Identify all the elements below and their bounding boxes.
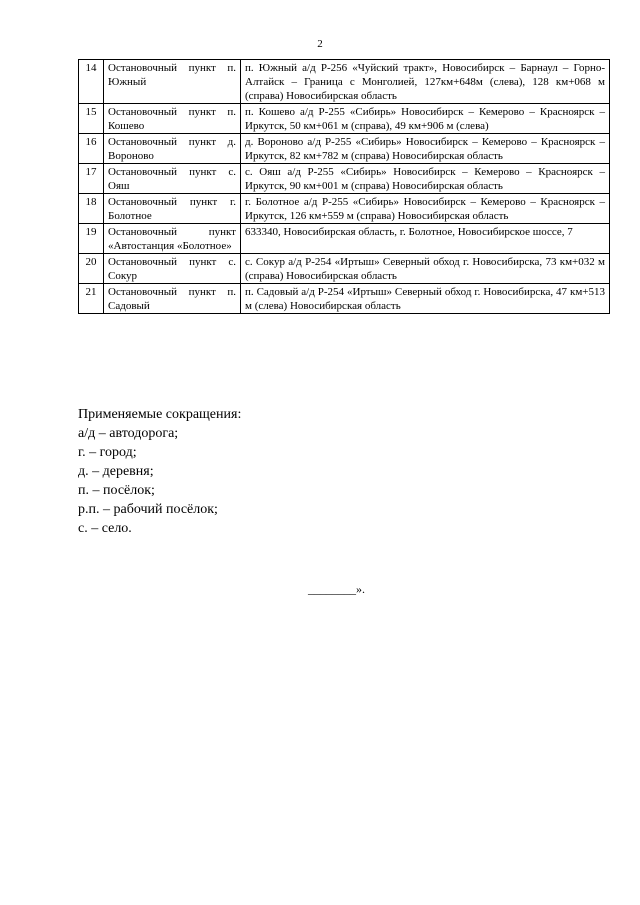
stop-address: 633340, Новосибирская область, г. Болотное, Новосибирское шоссе, 7 [241,224,610,254]
stop-address: г. Болотное а/д Р-255 «Сибирь» Новосибирск – Кемерово – Красноярск – Иркутск, 126 км+559 м (справа) Новосибирская область [241,194,610,224]
table-row [79,284,610,314]
abbreviation-item: р.п. – рабочий посёлок; [78,502,218,517]
stop-name: Остановочный пункт д. Вороново [104,134,241,164]
table-row [79,134,610,164]
stop-name: Остановочный пункт с. Ояш [104,164,241,194]
stop-address: д. Вороново а/д Р-255 «Сибирь» Новосибирск – Кемерово – Красноярск – Иркутск, 82 км+782 м (справа) Новосибирская область [241,134,610,164]
stop-name: Остановочный пункт п. Южный [104,60,241,104]
stop-address: с. Сокур а/д Р-254 «Иртыш» Северный обход г. Новосибирска, 73 км+032 м (справа) Новосибирская область [241,254,610,284]
stop-name: Остановочный пункт «Автостанция «Болотное» [104,224,241,254]
row-number: 20 [79,254,104,284]
table-row [79,194,610,224]
stop-name: Остановочный пункт с. Сокур [104,254,241,284]
abbreviation-item: с. – село. [78,521,132,536]
abbreviation-item: а/д – автодорога; [78,426,179,441]
document-end-mark: ________». [308,582,365,596]
stop-address: с. Ояш а/д Р-255 «Сибирь» Новосибирск – Кемерово – Красноярск – Иркутск, 90 км+001 м (справа) Новосибирская область [241,164,610,194]
page-number: 2 [317,38,323,50]
abbreviations-section [78,405,241,538]
row-number: 21 [79,284,104,314]
stop-name: Остановочный пункт п. Садовый [104,284,241,314]
row-number: 19 [79,224,104,254]
row-number: 15 [79,104,104,134]
abbreviation-item: г. – город; [78,445,137,460]
table-row [79,164,610,194]
table-row [79,60,610,104]
abbreviation-item: д. – деревня; [78,464,154,479]
stop-address: п. Кошево а/д Р-255 «Сибирь» Новосибирск – Кемерово – Красноярск – Иркутск, 50 км+061 м (справа), 49 км+906 м (слева) [241,104,610,134]
row-number: 18 [79,194,104,224]
table-row [79,224,610,254]
table-row [79,254,610,284]
row-number: 17 [79,164,104,194]
abbreviations-heading: Применяемые сокращения: [78,407,242,422]
stops-table [78,59,610,314]
stop-name: Остановочный пункт п. Кошево [104,104,241,134]
stop-name: Остановочный пункт г. Болотное [104,194,241,224]
row-number: 16 [79,134,104,164]
stop-address: п. Южный а/д Р-256 «Чуйский тракт», Новосибирск – Барнаул – Горно-Алтайск – Граница с Монголией, 127км+648м (слева), 128 км+068 м (справа) Новосибирская область [241,60,610,104]
stop-address: п. Садовый а/д Р-254 «Иртыш» Северный обход г. Новосибирска, 47 км+513 м (слева) Новосибирская область [241,284,610,314]
abbreviation-item: п. – посёлок; [78,483,155,498]
table-row [79,104,610,134]
row-number: 14 [79,60,104,104]
